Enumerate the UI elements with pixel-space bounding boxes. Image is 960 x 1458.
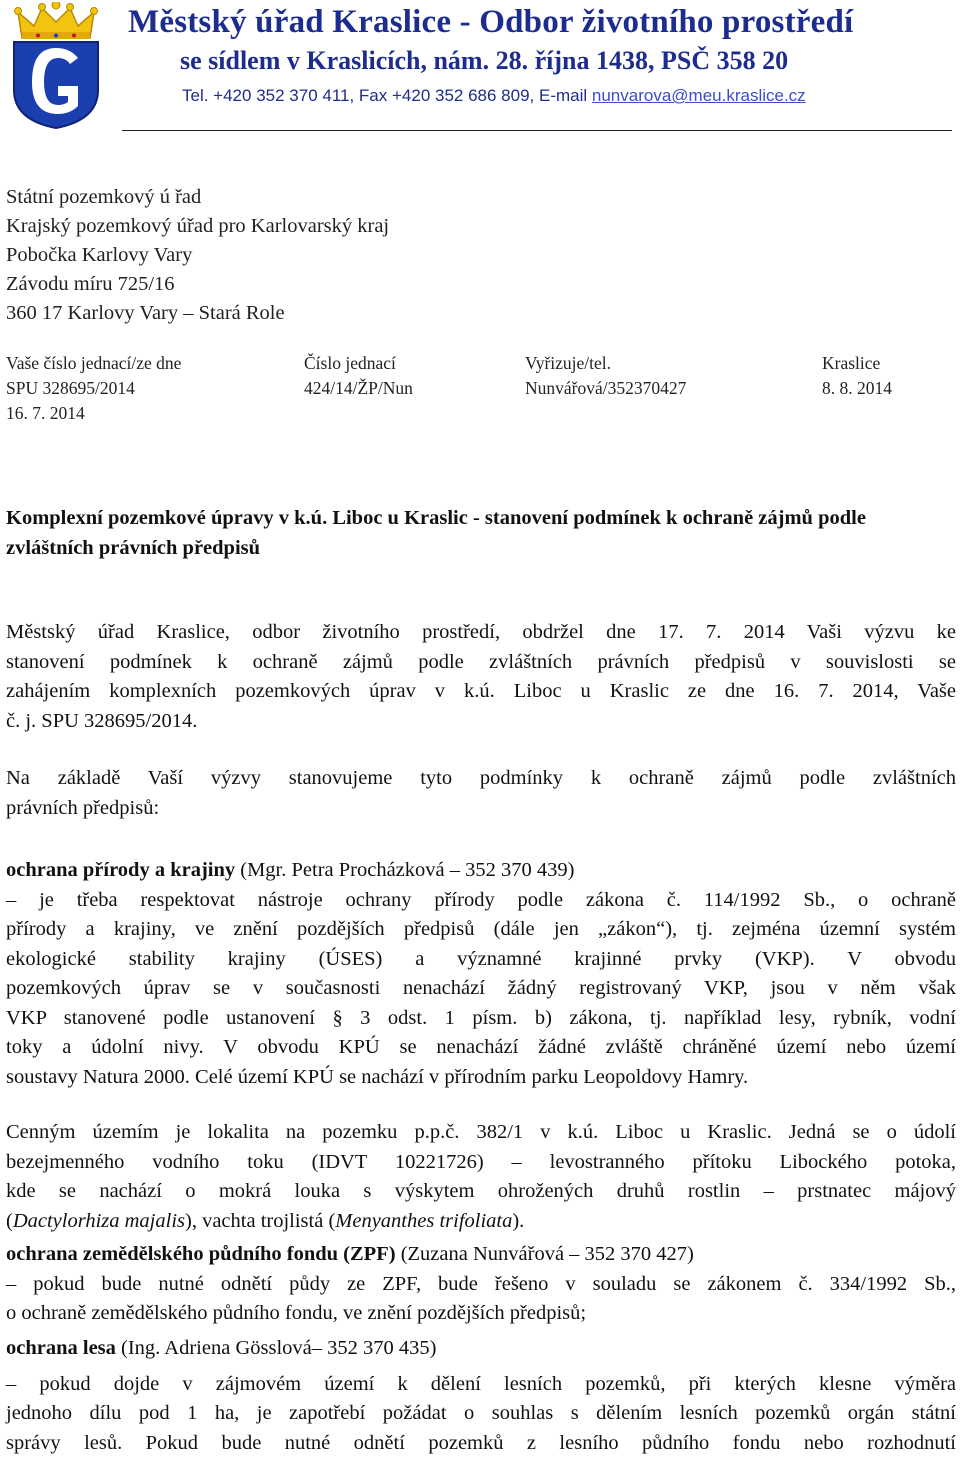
address-line: Pobočka Karlovy Vary: [6, 241, 389, 270]
text-line: Cenným územím je lokalita na pozemku p.p.č. 382/1 v k.ú. Liboc u Kraslic. Jedná se o údolí: [6, 1118, 956, 1148]
text-line: VKP stanovené podle ustanovení § 3 odst. 1 písm. b) zákona, tj. například lesy, rybník, vodní: [6, 1004, 956, 1034]
ref-label: Číslo jednací: [304, 351, 413, 376]
ref-label: Vaše číslo jednací/ze dne: [6, 351, 181, 376]
ref-value: Nunvářová/352370427: [525, 376, 686, 401]
ref-label: Vyřizuje/tel.: [525, 351, 686, 376]
nature-protection-section: [6, 856, 956, 1092]
section-heading: ochrana zemědělského půdního fondu (ZPF): [6, 1243, 396, 1265]
crown-icon: [15, 2, 98, 39]
section-heading: ochrana lesa: [6, 1337, 116, 1359]
valuable-area-paragraph: [6, 1118, 956, 1236]
address-line: Krajský pozemkový úřad pro Karlovarský kraj: [6, 212, 389, 241]
town-coat-of-arms-logo: [8, 2, 104, 130]
text-fragment: ), vachta trojlistá (: [185, 1210, 335, 1232]
contact-phones: Tel. +420 352 370 411, Fax +420 352 686 809, E-mail: [182, 86, 587, 105]
section-contact: (Ing. Adriena Gösslová– 352 370 435): [116, 1337, 437, 1359]
text-line: přírody a krajiny, ve znění pozdějších předpisů (dále jen „zákon“), tj. zejména územní systém: [6, 915, 956, 945]
letterhead: [0, 0, 960, 135]
text-line: pozemkových úprav se v současnosti nenachází žádný registrovaný VKP, jsou v něm však: [6, 974, 956, 1004]
text-line: Městský úřad Kraslice, odbor životního prostředí, obdržel dne 17. 7. 2014 Vaši výzvu ke: [6, 618, 956, 648]
zpf-protection-section: [6, 1240, 956, 1329]
text-line: právních předpisů:: [6, 794, 956, 824]
ref-value: 424/14/ŽP/Nun: [304, 376, 413, 401]
ref-your-number: [6, 351, 181, 426]
section-heading-line: [6, 1334, 956, 1364]
office-contact: [182, 86, 806, 106]
intro-paragraph: [6, 618, 956, 736]
email-link[interactable]: nunvarova@meu.kraslice.cz: [592, 86, 806, 105]
ref-value: 8. 8. 2014: [822, 376, 892, 401]
ref-value: SPU 328695/2014: [6, 376, 181, 401]
text-line: Na základě Vaší výzvy stanovujeme tyto podmínky k ochraně zájmů podle zvláštních: [6, 764, 956, 794]
address-line: Závodu míru 725/16: [6, 270, 389, 299]
text-line: ekologické stability krajiny (ÚSES) a významné krajinné prvky (VKP). V obvodu: [6, 945, 956, 975]
text-line: jednoho dílu pod 1 ha, je zapotřebí požádat o souhlas s dělením lesních pozemků orgán státní: [6, 1399, 956, 1429]
ref-value: 16. 7. 2014: [6, 401, 181, 426]
species-name: Dactylorhiza majalis: [13, 1210, 185, 1232]
text-line: stanovení podmínek k ochraně zájmů podle zvláštních právních předpisů v souvislosti se: [6, 648, 956, 678]
ref-place-date: [822, 351, 892, 401]
recipient-address: [6, 183, 389, 328]
section-contact: (Mgr. Petra Procházková – 352 370 439): [235, 859, 574, 881]
ref-handled-by: [525, 351, 686, 401]
section-heading-line: [6, 856, 956, 886]
section-heading-line: [6, 1240, 956, 1270]
text-line: o ochraně zemědělského půdního fondu, ve znění pozdějších předpisů;: [6, 1299, 956, 1329]
text-line: [6, 1207, 956, 1237]
office-address: se sídlem v Kraslicích, nám. 28. října 1438, PSČ 358 20: [180, 46, 788, 76]
text-line: zahájením komplexních pozemkových úprav v k.ú. Liboc u Kraslic ze dne 16. 7. 2014, Vaše: [6, 677, 956, 707]
text-line: správy lesů. Pokud bude nutné odnětí pozemků z lesního půdního fondu nebo rozhodnutí: [6, 1429, 956, 1458]
text-line: soustavy Natura 2000. Celé území KPÚ se nachází v přírodním parku Leopoldovy Hamry.: [6, 1063, 956, 1093]
header-divider: [122, 130, 952, 131]
letter-subject: Komplexní pozemkové úpravy v k.ú. Liboc u Kraslic - stanovení podmínek k ochraně zájmů podle zvláštních právních předpisů: [6, 503, 956, 563]
text-line: kde se nachází o mokrá louka s výskytem ohrožených druhů rostlin – prstnatec májový: [6, 1177, 956, 1207]
text-line: – pokud bude nutné odnětí půdy ze ZPF, bude řešeno v souladu se zákonem č. 334/1992 Sb.,: [6, 1270, 956, 1300]
address-line: 360 17 Karlovy Vary – Stará Role: [6, 299, 389, 328]
section-contact: (Zuzana Nunvářová – 352 370 427): [396, 1243, 694, 1265]
text-line: – pokud dojde v zájmovém území k dělení lesních pozemků, při kterých klesne výměra: [6, 1370, 956, 1400]
text-line: toky a údolní nivy. V obvodu KPÚ se nenachází žádné zvláště chráněné území nebo území: [6, 1033, 956, 1063]
punct: (: [6, 1210, 13, 1232]
text-line: – je třeba respektovat nástroje ochrany přírody podle zákona č. 114/1992 Sb., o ochraně: [6, 886, 956, 916]
basis-paragraph: [6, 764, 956, 823]
species-name: Menyanthes trifoliata: [335, 1210, 512, 1232]
text-line: č. j. SPU 328695/2014.: [6, 707, 956, 737]
office-title: Městský úřad Kraslice - Odbor životního prostředí: [128, 4, 853, 41]
ref-label: Kraslice: [822, 351, 892, 376]
section-heading: ochrana přírody a krajiny: [6, 859, 235, 881]
address-line: Státní pozemkový ú řad: [6, 183, 389, 212]
ref-our-number: [304, 351, 413, 401]
forest-protection-section: [6, 1334, 956, 1458]
punct: ).: [512, 1210, 524, 1232]
text-line: bezejmenného vodního toku (IDVT 10221726) – levostranného přítoku Libockého potoka,: [6, 1148, 956, 1178]
